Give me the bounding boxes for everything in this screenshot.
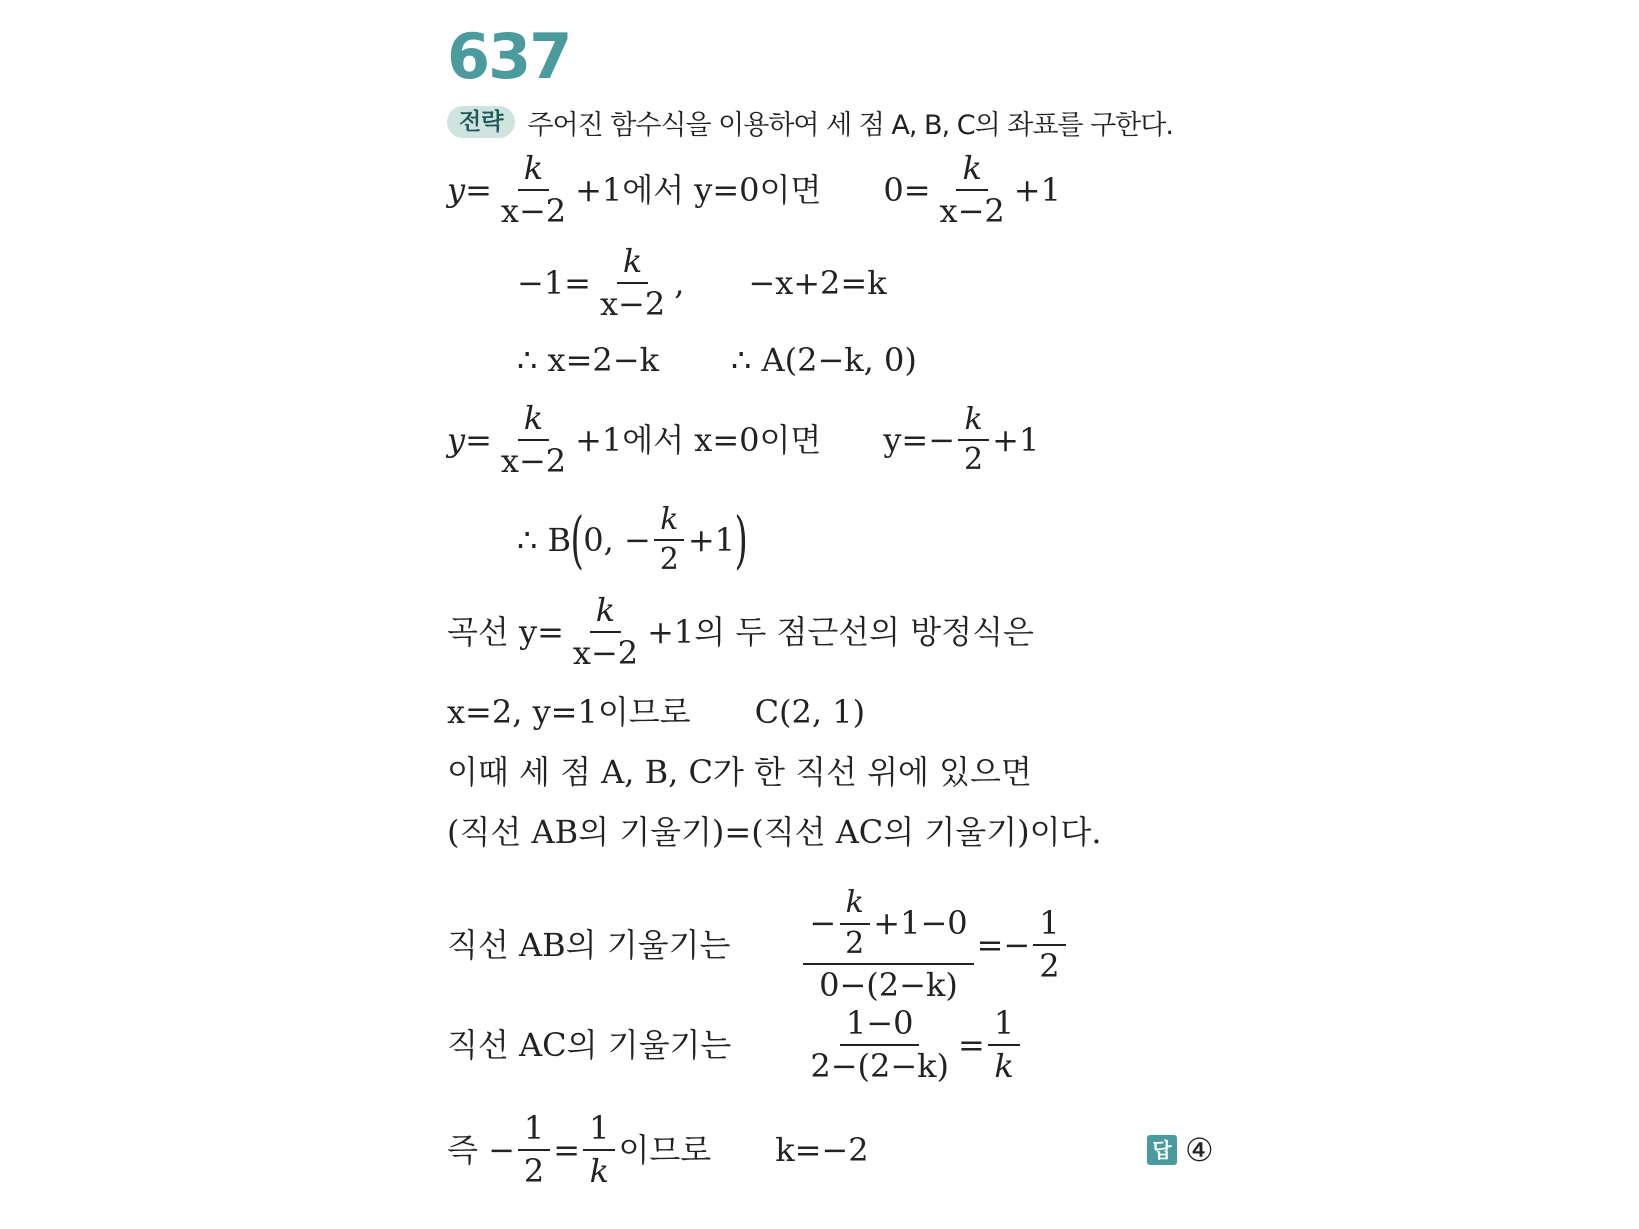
solution-line-3 — [517, 330, 917, 390]
fraction-denominator: 2 — [523, 1152, 545, 1190]
fraction-numerator: 1 — [1033, 905, 1065, 946]
strategy-text: 주어진 함수식을 이용하여 세 점 A, B, C의 좌표를 구한다. — [527, 109, 1173, 141]
slope-label: 직선 AC의 기울기는 — [447, 1026, 732, 1064]
fraction-numerator: 1 — [583, 1110, 615, 1151]
eq-text: = — [958, 1026, 985, 1064]
answer-badge: 답 — [1147, 1135, 1177, 1165]
eq-text: ∴ B — [517, 521, 572, 559]
result-text: k=−2 — [775, 1131, 869, 1169]
fraction — [518, 1110, 550, 1190]
fraction-numerator: 1 — [518, 1110, 550, 1151]
eq-text: +1 — [992, 421, 1040, 459]
fraction — [654, 503, 685, 578]
fraction-numerator: 1 — [988, 1005, 1020, 1046]
fraction-denominator: x−2 — [599, 285, 666, 323]
eq-text: +1 — [1013, 171, 1061, 209]
solution-line-11 — [447, 1005, 1023, 1085]
solution-line-12 — [447, 1110, 869, 1190]
fraction — [839, 886, 870, 961]
eq-text: 0= — [883, 171, 931, 209]
fraction — [934, 150, 1011, 230]
fraction — [594, 243, 671, 323]
left-paren: ( — [570, 503, 584, 576]
fraction-denominator: x−2 — [572, 634, 639, 672]
fraction-denominator: 2−(2−k) — [810, 1047, 950, 1085]
solution-line-4 — [447, 400, 1039, 480]
fraction-denominator: x−2 — [500, 442, 567, 480]
fraction-denominator: 0−(2−k) — [819, 966, 958, 1005]
eq-text: −x+2=k — [748, 264, 887, 302]
solution-line-8 — [447, 742, 1032, 802]
eq-text: −1= — [517, 264, 591, 302]
fraction-denominator: x−2 — [500, 192, 567, 230]
eq-text: − — [809, 904, 837, 943]
eq-text: y= — [447, 171, 492, 209]
eq-text: ∴ A(2−k, 0) — [730, 341, 917, 379]
fraction-numerator: k — [840, 886, 870, 925]
fraction — [958, 403, 989, 478]
eq-text: =− — [976, 926, 1031, 964]
problem-number: 637 — [447, 20, 571, 93]
eq-text: C(2, 1) — [754, 693, 866, 731]
solution-line-1 — [447, 150, 1061, 230]
eq-text: +1에서 y=0이면 — [575, 171, 822, 209]
fraction-numerator: k — [654, 503, 684, 542]
fraction-denominator: 2 — [659, 542, 679, 577]
eq-text: 이므로 — [618, 1131, 712, 1169]
eq-text: +1 — [687, 521, 736, 559]
solution-line-5 — [517, 500, 747, 580]
fraction-denominator: 2 — [845, 925, 865, 961]
fraction — [495, 400, 572, 480]
fraction — [495, 150, 572, 230]
fraction-denominator: k — [589, 1152, 609, 1190]
fraction-numerator: k — [956, 150, 987, 191]
eq-text: ∴ x=2−k — [517, 341, 659, 379]
fraction-numerator: k — [518, 400, 549, 441]
eq-text: +1에서 x=0이면 — [575, 421, 822, 459]
eq-text: x=2, y=1이므로 — [447, 693, 691, 731]
fraction-denominator: k — [994, 1047, 1014, 1085]
answer-value: ④ — [1185, 1131, 1214, 1169]
eq-text: 곡선 y= — [447, 613, 564, 651]
fraction-numerator: k — [958, 403, 988, 442]
fraction — [1033, 905, 1065, 985]
strategy-row — [447, 105, 1173, 139]
fraction-numerator — [803, 886, 973, 965]
answer — [1147, 1110, 1214, 1190]
eq-text: +1의 두 점근선의 방정식은 — [647, 613, 1034, 651]
solution-line-6 — [447, 592, 1034, 672]
fraction-numerator: 1−0 — [840, 1005, 920, 1046]
solution-line-10 — [447, 880, 1069, 1010]
eq-text: 0, − — [583, 521, 651, 559]
fraction-numerator: k — [590, 592, 621, 633]
eq-text: , — [674, 264, 685, 302]
solution-line-7 — [447, 682, 865, 742]
strategy-badge: 전략 — [447, 106, 515, 138]
fraction-denominator: x−2 — [939, 192, 1005, 230]
solution-line-2 — [517, 243, 887, 323]
eq-text: +1−0 — [873, 904, 968, 943]
fraction — [567, 592, 644, 672]
eq-text: 즉 − — [447, 1131, 515, 1169]
fraction-denominator: 2 — [1039, 947, 1060, 985]
eq-text: y=− — [883, 421, 956, 459]
fraction — [804, 1005, 955, 1085]
right-paren: ) — [734, 503, 748, 576]
eq-text: (직선 AB의 기울기)=(직선 AC의 기울기)이다. — [447, 813, 1102, 851]
fraction — [583, 1110, 615, 1190]
fraction — [988, 1005, 1020, 1085]
solution-line-9 — [447, 802, 1102, 862]
fraction — [803, 886, 973, 1004]
slope-label: 직선 AB의 기울기는 — [447, 926, 731, 964]
fraction-numerator: k — [617, 243, 648, 284]
eq-text: y= — [447, 421, 492, 459]
fraction-numerator: k — [518, 150, 549, 191]
fraction-denominator: 2 — [964, 442, 984, 477]
eq-text: 이때 세 점 A, B, C가 한 직선 위에 있으면 — [447, 753, 1032, 791]
eq-text: = — [553, 1131, 581, 1169]
